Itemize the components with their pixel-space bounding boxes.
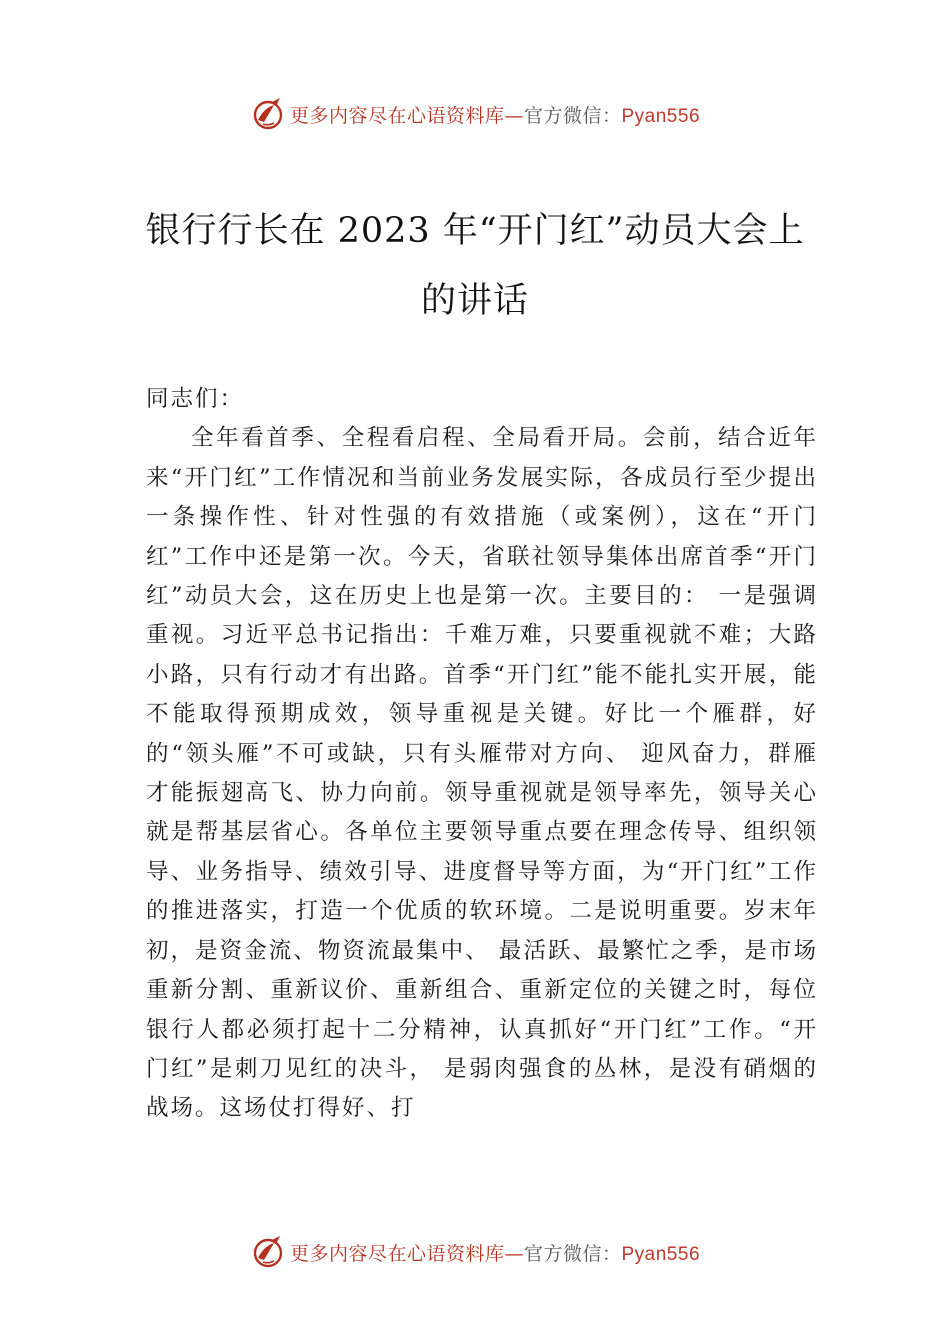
header-banner-dash: — bbox=[504, 104, 524, 127]
document-title-line-2: 的讲话 bbox=[420, 281, 529, 321]
header-banner-wechat-id: Pyan556 bbox=[621, 105, 701, 127]
document-title-line-1: 银行行长在 2023 年“开门红”动员大会上 bbox=[145, 211, 805, 251]
header-banner-text bbox=[290, 101, 700, 128]
footer-banner-text bbox=[290, 1239, 700, 1266]
body-paragraph: 全年看首季、全程看启程、全局看开局。会前，结合近年来“开门红”工作情况和当前业务发展实际，各成员行至少提出一条操作性、针对性强的有效措施（或案例），这在“开门红”工作中还是第一次。今天，省联社领导集体出席首季“开门红”动员大会，这在历史上也是第一次。主要目的： 一是强调重视。习近平总书记指出：千难万难，只要重视就不难；大路小路，只有行动才有出路。首季“开门红”能不能扎实开展，能不能取得预期成效，领导重视是关键。好比一个雁群，好的“领头雁”不可或缺，只有头雁带对方向、 迎风奋力，群雁才能振翅高飞、协力向前。领导重视就是领导率先，领导关心就是帮基层省心。各单位主要领导重点要在理念传导、组织领导、业务指导、绩效引导、进度督导等方面，为“开门红”工作的推进落实，打造一个优质的软环境。二是说明重要。岁末年初，是资金流、物资流最集中、 最活跃、最繁忙之季，是市场重新分割、重新议价、重新组合、重新定位的关键之时，每位银行人都必须打起十二分精神，认真抓好“开门红”工作。“开门红”是刺刀见红的决斗， 是弱肉强食的丛林，是没有硝烟的战场。这场仗打得好、打 bbox=[146, 425, 818, 1122]
document-title bbox=[100, 196, 850, 336]
header-banner bbox=[0, 94, 950, 134]
footer-banner-dash: — bbox=[504, 1242, 524, 1265]
brush-seal-logo-icon bbox=[250, 1234, 286, 1270]
header-banner-title: 更多内容尽在心语资料库 bbox=[289, 104, 505, 127]
header-banner-wechat-label: 官方微信： bbox=[523, 104, 622, 127]
footer-banner-title: 更多内容尽在心语资料库 bbox=[289, 1242, 505, 1265]
footer-banner bbox=[0, 1232, 950, 1272]
salutation: 同志们： bbox=[146, 386, 245, 412]
footer-banner-wechat-label: 官方微信： bbox=[523, 1242, 622, 1265]
document-body bbox=[146, 380, 818, 1129]
brush-seal-logo-icon bbox=[250, 96, 286, 132]
footer-banner-wechat-id: Pyan556 bbox=[621, 1243, 701, 1265]
